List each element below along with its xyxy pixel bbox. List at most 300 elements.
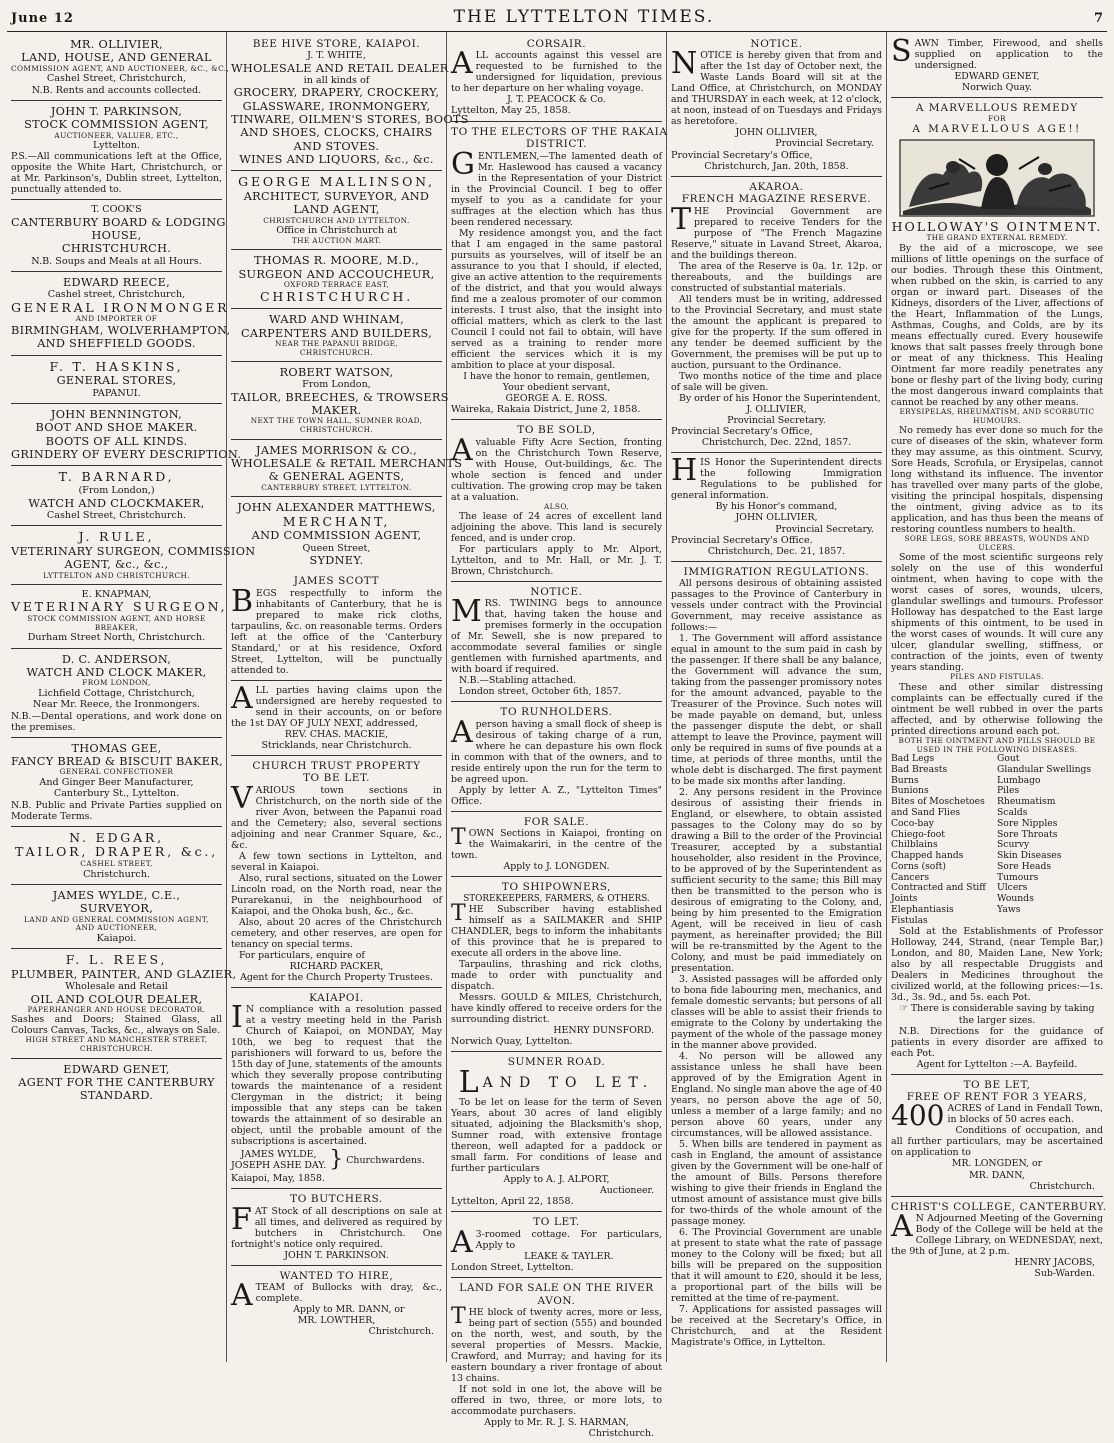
ad-closing: I have the honor to remain, gentlemen, — [463, 370, 650, 382]
ad-office: Provincial Secretary's Office. — [671, 534, 813, 546]
ad-line: Office in Christchurch at — [276, 225, 397, 237]
ad-line: Durham Street North, Christchurch. — [27, 632, 206, 644]
ad-place: Norwich Quay. — [962, 82, 1032, 94]
ad-heading: EDWARD GENET, — [63, 1062, 170, 1076]
ad-line: Sashes and Doors; Stained Glass, all Colours Canvas, Tacks, &c., always on Sale. — [11, 1014, 222, 1037]
disease-list-right — [997, 754, 1103, 926]
ad-section-heading: BOTH THE OINTMENT AND PILLS SHOULD BE USED IN THE FOLLOWING DISEASES. — [898, 735, 1096, 754]
ad-apply: Apply to Mr. R. J. S. HARMAN, — [484, 1416, 629, 1428]
ad-paragraph: 2. Any persons resident in the Province desirous of assisting their friends in England, or elsewhere, to obtain assisted passages to the Colony may do so by drawing a Bill to the order of the Provincial Treasurer, accepted by a substantial householder, also resident in the Province, to be approved of by the Superintendent as sufficient security to the same; this Bill may then be transmitted to the person who is desirous of emigrating to the Colony, and, being by him presented to the Emigration Agent, will be received in lieu of cash payment, as hereinafter provided; the Bill will be re-transmitted by the Agent to the Colony, and must be paid immediately on presentation. — [671, 787, 882, 975]
ad-kaiapoi-vestry — [231, 988, 442, 1189]
ad-superintendent-directs — [671, 453, 882, 562]
ad-paragraph: These and other similar distressing complaints can be effectually cured if the ointment be well rubbed in over the parts affected, and by otherwise following the printed directions around each pot. — [891, 681, 1103, 737]
ad-line: Cashel Street, Christchurch, — [46, 73, 187, 85]
ad-paragraph: All persons desirous of obtaining assisted passages to the Province of Canterbury in vessels under contract with the Provincial Government, may receive assistance as follows:— — [671, 578, 882, 634]
ad-subheading: TO BE LET. — [302, 772, 371, 785]
ad-line: CHRISTCHURCH AND LYTTELTON. — [263, 215, 410, 225]
drop-cap: M — [451, 594, 482, 630]
ad-rakaia-electors — [451, 122, 668, 420]
ad-heading: JAMES MORRISON & CO., — [256, 443, 417, 457]
drop-cap: A — [451, 714, 473, 750]
signatory-name: JAMES WYLDE, — [240, 1149, 317, 1161]
business-card-ad — [11, 101, 222, 201]
disease-item: Contracted and Stiff — [891, 882, 986, 894]
disease-item: Joints — [891, 893, 918, 905]
ad-date: Lyttelton, May 25, 1858. — [451, 105, 571, 117]
ad-line: AND SHOES, CLOCKS, CHAIRS — [240, 126, 433, 140]
ad-signature: REV. CHAS. MACKIE, — [284, 728, 389, 740]
signatory-name: JOSEPH ASHE DAY. — [231, 1160, 327, 1172]
ad-subheading: AVON. — [537, 1294, 576, 1307]
ad-paragraph: Conditions of occupation, and all further particulars, may be ascertained on application to — [891, 1125, 1103, 1159]
ad-line: Lyttelton. — [93, 140, 140, 152]
drop-cap: H — [671, 453, 698, 489]
ad-line: BREAKER, — [94, 622, 139, 632]
ad-line: Queen Street, — [302, 542, 371, 554]
ad-heading: MR. OLLIVIER, — [70, 38, 163, 51]
ad-sawn-timber — [891, 34, 1103, 98]
ad-heading: SUMNER ROAD. — [507, 1056, 606, 1069]
ad-subheading: FREE OF RENT FOR 3 YEARS, — [906, 1091, 1088, 1104]
ad-heading: TO RUNHOLDERS. — [500, 706, 613, 719]
drop-cap: T — [451, 825, 466, 851]
ad-title: HOLLOWAY'S OINTMENT. — [891, 218, 1103, 234]
ad-line: N.B.—Dental operations, and work done on the premises. — [11, 710, 222, 733]
ad-line: From London, — [302, 379, 371, 391]
ad-subheading: STOREKEEPERS, FARMERS, & OTHERS. — [463, 893, 650, 904]
ad-line: Kaiapoi. — [96, 932, 137, 944]
business-card-ad — [11, 949, 237, 1059]
ad-heading: ROBERT WATSON, — [279, 366, 394, 380]
ad-line: ARCHITECT, SURVEYOR, AND — [243, 190, 430, 204]
business-card-ad — [231, 362, 449, 440]
columns — [7, 32, 1107, 1439]
ad-line: Near Mr. Reece, the Ironmongers. — [32, 699, 201, 711]
ad-line: TAILOR, BREECHES, & TROWSERS — [231, 390, 449, 404]
ad-body: TEAM of Bullocks with dray, &c., complete. — [255, 1282, 442, 1305]
ad-office: Provincial Secretary's Office, — [671, 425, 813, 437]
ad-paragraph: To be let on lease for the term of Seven Years, about 30 acres of land eligibly situated, adjoining the Blacksmith's shop, Sumner road, with extensive frontage thereon, well adapted for a paddock or small farm. For conditions of lease and further particulars — [451, 1096, 662, 1174]
ad-kicker: FOR — [988, 113, 1006, 123]
ad-paragraph: No remedy has ever done so much for the cure of diseases of the skin, whatever form they may assume, as this ointment. Scurvy, Sore Heads, Scrofula, or Erysipelas, cannot long withstand its influence. The inventor has travelled over many parts of the globe, visiting the principal hospitals, dispensing the ointment, giving advice as to its application, and has thus been the means of restoring countless numbers to health. — [891, 425, 1103, 536]
ad-line: BOOTS OF ALL KINDS. — [45, 434, 188, 448]
ad-date: Kaiapoi, May, 1858. — [231, 1173, 325, 1185]
ad-line: SYDNEY. — [309, 553, 364, 567]
ad-place: Christchurch. — [588, 1427, 654, 1439]
ad-line: LAND, HOUSE, AND GENERAL — [21, 51, 212, 65]
ad-line: PAPERHANGER AND HOUSE DECORATOR. — [27, 1004, 206, 1014]
ad-line: CARPENTERS AND BUILDERS, — [240, 326, 433, 340]
drop-cap: S — [891, 34, 912, 69]
ad-line: STANDARD. — [79, 1089, 154, 1103]
ad-line: FROM LONDON, — [82, 678, 151, 688]
ad-line: & GENERAL AGENTS, — [268, 470, 405, 484]
ad-heading: BEE HIVE STORE, KAIAPOI. — [252, 38, 421, 50]
page-number: 7 — [1093, 11, 1103, 26]
ad-signature: JOHN OLLIVIER, — [735, 512, 818, 524]
disease-item: Skin Diseases — [997, 850, 1062, 862]
ad-name: MR. LONGDEN, or — [951, 1158, 1043, 1170]
brace-glyph: } — [329, 1147, 344, 1173]
ad-body: LL accounts against this vessel are requested to be furnished to the undersigned for liquidation, previous to her departure on her whaling voyage. — [451, 50, 662, 95]
ad-signature: J. OLLIVIER, — [746, 403, 807, 415]
ad-heading: TO LET. — [533, 1216, 580, 1229]
ad-paragraph: 3. Assisted passages will be afforded only to bona fide labouring men, mechanics, and female domestic servants; but persons of all classes will be able to assist their friends to emigrate to the Colony by undertaking the payment of the whole of the passage money in the manner above provided. — [671, 974, 882, 1052]
ad-heading: CHURCH TRUST PROPERTY — [252, 759, 421, 772]
ad-line: N.B. Rents and accounts collected. — [31, 84, 202, 96]
disease-item: Bunions — [891, 785, 929, 797]
business-card-ad — [231, 309, 442, 362]
ad-heading: TO BUTCHERS. — [290, 1193, 383, 1206]
business-card-ad — [11, 34, 230, 101]
drop-cap: A — [451, 46, 473, 82]
disease-item: Burns — [891, 774, 919, 786]
ad-paragraph: HE Subscriber having established himself as a SAILMAKER and SHIP CHANDLER, begs to inform the inhabitants of this province that he is prepared to execute all orders in the above line. — [451, 904, 662, 960]
drop-cap: A — [891, 1209, 913, 1245]
ad-signature: Apply to J. LONGDEN. — [503, 861, 610, 873]
ad-line: SURVEYOR, — [79, 902, 154, 916]
ad-line: CANTERBURY STREET, LYTTELTON. — [261, 482, 412, 492]
ad-signature: HENRY JACOBS, — [1014, 1257, 1095, 1269]
ad-line: CHRISTCHURCH. — [299, 347, 374, 357]
ad-signature: J. T. PEACOCK & Co. — [507, 94, 606, 106]
ad-line: HIGH STREET AND MANCHESTER STREET, — [25, 1035, 208, 1045]
ad-role: Provincial Secretary. — [775, 523, 874, 535]
ad-body: OWN Sections in Kaiapoi, fronting on the Waimakariri, in the centre of the town. — [451, 828, 662, 862]
signatory-role: Churchwardens. — [346, 1154, 425, 1166]
ad-body: IS Honor the Superintendent directs the following Immigration Regulations to be published for general information. — [671, 457, 882, 502]
ad-heading: WANTED TO HIRE, — [279, 1269, 394, 1282]
ad-for-sale-kaiapoi — [451, 812, 662, 877]
ad-display: AND TO LET. — [482, 1074, 655, 1091]
disease-item: Ulcers — [997, 882, 1028, 894]
ad-line: NEAR THE PAPANUI BRIDGE, — [274, 338, 399, 348]
disease-item: Gout — [997, 753, 1020, 765]
ad-line: And Ginger Beer Manufacturer, — [39, 776, 194, 788]
ad-paragraph: If not sold in one lot, the above will be offered in two, three, or more lots, to accommodate purchasers. — [451, 1383, 662, 1417]
ad-note-text: There is considerable saving by taking the larger sizes. — [910, 1003, 1095, 1026]
ad-heading: NOTICE. — [530, 586, 583, 599]
ad-church-trust — [231, 756, 442, 988]
column-2 — [227, 32, 469, 1362]
ad-line: GENERAL CONFECTIONER — [59, 767, 174, 777]
disease-item: Glandular Swellings — [997, 763, 1092, 775]
ad-james-scott — [231, 571, 442, 680]
ad-heading: CORSAIR. — [526, 38, 587, 50]
ad-role: Sub-Warden. — [1034, 1268, 1095, 1280]
business-card-ad — [11, 526, 256, 585]
drop-cap: G — [451, 146, 475, 182]
ad-line: CHRISTCHURCH. — [299, 425, 374, 435]
ad-paragraph: 7. Applications for assisted passages will be received at the Secretary's Office, in Christchurch, and at the Resident Magistrate's Office, in Lyttelton. — [671, 1304, 882, 1349]
masthead — [7, 7, 1107, 32]
ad-paragraph: 5. When bills are tendered in payment as cash in England, the amount of assistance given by the Government will be one-half of the amount of Bills. Persons therefore wishing to give their friends in England the utmost amount of assistance must give bills for two-thirds of the whole amount of the passage money. — [671, 1139, 882, 1228]
ad-place: London Street, Lyttelton. — [451, 1261, 574, 1273]
ad-heading: TO BE SOLD, — [517, 424, 596, 437]
ad-line: CASHEL STREET, — [80, 859, 153, 869]
ad-line: CHRISTCHURCH. — [260, 288, 413, 304]
ad-line: GRINDERY OF EVERY DESCRIPTION. — [11, 448, 242, 462]
ad-line: THE AUCTION MART. — [291, 235, 382, 245]
ad-line: N.B. Public and Private Parties supplied on Moderate Terms. — [11, 799, 222, 822]
ad-line: PLUMBER, PAINTER, AND GLAZIER, — [11, 967, 237, 981]
business-card-ad — [231, 497, 442, 571]
disease-item: Bad Legs — [891, 753, 935, 765]
ad-signature: JOHN T. PARKINSON. — [284, 1249, 389, 1261]
ad-body: LL parties having claims upon the undersigned are hereby requested to send in their accounts, on or before the 1st DAY OF JULY NEXT, addressed, — [231, 684, 442, 729]
ad-heading: JAMES SCOTT — [293, 575, 380, 588]
disease-item: Coco-bay — [891, 817, 934, 829]
ad-line: CANTERBURY BOARD & LODGING — [11, 215, 226, 229]
disease-item: Sore Nipples — [997, 817, 1058, 829]
disease-item: Chiego-foot — [891, 828, 945, 840]
drop-cap: L — [458, 1064, 479, 1100]
ad-line: in all kinds of — [303, 75, 370, 87]
ad-heading: E. KNAPMAN, — [81, 589, 152, 601]
ad-to-runholders — [451, 702, 662, 811]
ad-heading: THOMAS R. MOORE, M.D., — [253, 254, 419, 268]
ad-heading: NOTICE. — [750, 38, 803, 50]
ad-paragraph: Sold at the Establishments of Professor Holloway, 244, Strand, (near Temple Bar,) London, and 80, Maiden Lane, New York; also by all respectable Druggists and Dealers in Medicines throughout the civilized world, at the following prices:—1s. 3d., 3s. 9d., and 5s. each Pot. — [891, 926, 1103, 1004]
ad-line: Christchurch. — [83, 868, 150, 880]
ad-number: 400 — [891, 1099, 945, 1133]
ad-heading: THOMAS GEE, — [71, 741, 162, 755]
ad-signature: LEAKE & TAYLER. — [524, 1250, 614, 1262]
disease-item: Chilblains — [891, 839, 938, 851]
disease-item: Sore Heads — [997, 860, 1052, 872]
ad-body: AWN Timber, Firewood, and shells supplied on application to the undersigned. — [914, 38, 1103, 71]
business-card-ad — [11, 885, 222, 949]
ad-line: LYTTELTON AND CHRISTCHURCH. — [43, 570, 190, 580]
drop-cap: T — [451, 1303, 466, 1329]
disease-item: Scalds — [997, 807, 1028, 818]
ad-paragraph: HE block of twenty acres, more or less, being part of section (555) and bounded on the north, west, and south, by the several properties of Messrs. Mackie, Crawford, and Murray; and having for its eastern boundary a river frontage of about 13 chains. — [451, 1306, 662, 1384]
ad-line: HOUSE, — [91, 229, 142, 243]
ad-heading: N. EDGAR, — [69, 829, 164, 845]
ad-role: Provincial Secretary. — [727, 414, 826, 426]
disease-item: Yaws — [997, 903, 1021, 915]
ad-date: Lyttelton, April 22, 1858. — [451, 1196, 574, 1208]
ad-line: WATCH AND CLOCK MAKER, — [26, 666, 207, 680]
ad-paragraph: RS. TWINING begs to announce that, having taken the house and premises formerly in the occupation of Mr. Sewell, she is now prepared to accommodate several families or single gentlemen with furnished apartments, and with board if required. — [451, 598, 662, 676]
ad-paragraph: Tarpaulins, thrashing and rick cloths, made to order with punctuality and dispatch. — [451, 959, 662, 993]
ad-line: Lichfield Cottage, Christchurch, — [38, 688, 195, 700]
ad-line: AND SHEFFIELD GOODS. — [37, 337, 196, 351]
ad-line: Wholesale and Retail — [65, 981, 168, 993]
ad-apply: Apply to A. J. ALPORT, — [503, 1173, 610, 1185]
column-3 — [447, 32, 668, 1439]
ad-office: Provincial Secretary's Office, — [671, 149, 813, 161]
ad-closing: Your obedient servant, — [502, 381, 611, 393]
issue-date: June 12 — [11, 11, 74, 26]
column-1 — [7, 32, 256, 1362]
ad-line: LAND AND GENERAL COMMISSION AGENT, — [24, 914, 209, 924]
ad-date: London street, October 6th, 1857. — [459, 686, 622, 698]
ad-heading: FOR SALE. — [523, 815, 590, 828]
drop-cap: B — [231, 583, 254, 619]
column-4 — [667, 32, 887, 1362]
newspaper-page — [7, 7, 1107, 1439]
ad-line: P.S.—All communications left at the Office, opposite the White Hart, Christchurch, or at Mr. Parkinson's, Dublin street, Lyttelton, punctually attended to. — [11, 151, 222, 196]
ad-heading: CHRIST'S COLLEGE, CANTERBURY. — [891, 1200, 1107, 1213]
drop-cap: T — [671, 201, 692, 237]
ad-signature: JOHN OLLIVIER, — [735, 127, 818, 139]
business-card-ad — [231, 250, 442, 309]
disease-item: Rheumatism — [997, 796, 1056, 808]
ad-paragraph: All tenders must be in writing, addressed to the Provincial Secretary, and must state the amount the applicant is prepared to give for the property. If the sum offered in any tender be deemed sufficient by the Government, the premises will be put up to auction, pursuant to the Ordinance. — [671, 293, 882, 371]
disease-item: Elephantiasis — [891, 903, 954, 915]
ad-body: EGS respectfully to inform the inhabitants of Canterbury, that he is prepared to make rick cloths, tarpaulins, &c. on reasonable terms. Orders left at the office of the 'Canterbury Standard,' or at his residence, Oxford Street, Lyttelton, will be punctually attended to. — [231, 587, 442, 676]
ad-heading: F. T. HASKINS, — [49, 358, 184, 374]
business-card-ad — [11, 200, 226, 272]
engraving-illustration-icon — [899, 139, 1095, 217]
ad-immigration-regulations — [671, 562, 882, 1352]
ad-heading: EDWARD REECE, — [62, 276, 171, 290]
ad-line: CHRISTCHURCH. — [79, 1044, 154, 1054]
business-card-ad — [11, 466, 222, 526]
ad-line: WHOLESALE & RETAIL MERCHANTS — [231, 456, 463, 470]
ad-subtitle: THE GRAND EXTERNAL REMEDY. — [926, 233, 1068, 243]
ad-paragraph: valuable Fifty Acre Section, fronting on the Christchurch Town Reserve, with House, Out-buildings, &c. The whole section is fenced and under cultivation. The growing crop may be taken at a valuation. — [451, 436, 662, 503]
ad-holloways-ointment — [891, 98, 1103, 1075]
ad-line: J. T. WHITE, — [307, 50, 366, 62]
ad-to-butchers — [231, 1189, 442, 1265]
ad-line: (From London,) — [78, 485, 155, 497]
ad-to-let-cottage — [451, 1212, 662, 1278]
ad-line: MERCHANT, — [282, 513, 391, 529]
ad-note — [891, 1003, 1103, 1025]
drop-cap: V — [231, 780, 253, 816]
ad-line: VETERINARY SURGEON, — [11, 599, 228, 615]
column-5 — [887, 32, 1107, 1362]
ad-line: NEXT THE TOWN HALL, SUMNER ROAD, — [250, 416, 423, 426]
ad-line: TINWARE, OILMEN'S STORES, BOOTS — [231, 112, 469, 126]
drop-cap: A — [231, 1278, 253, 1314]
ad-paragraph: My residence amongst you, and the fact that I am engaged in the same pastoral pursuits as yourselves, will of itself be an assurance to you that I should, if elected, give an active attention to the requirements of the district, and that you would always find me a zealous promoter of our common interests. I trust also, that the insight into official matters, which as clerk to the last Council I could not fail to obtain, will have served as a training to render more efficient the services which it is my ambition to place at your disposal. — [451, 227, 662, 371]
disease-list-left — [891, 754, 997, 926]
ad-name: MR. DANN, — [969, 1169, 1025, 1181]
ad-line: Cashel street, Christchurch, — [47, 289, 186, 301]
ad-mackie-claims — [231, 681, 442, 756]
ad-body: N Adjourned Meeting of the Governing Body of the College will be held at the College Library, on WEDNESDAY, next, the 9th of June, at 2 p.m. — [891, 1213, 1103, 1258]
ad-line: AND STOVES. — [293, 139, 380, 153]
ad-body: 3-roomed cottage. For particulars, Apply to — [475, 1228, 662, 1251]
ad-signature: RICHARD PACKER, — [289, 960, 384, 972]
ad-line: AND COMMISSION AGENT, — [251, 529, 422, 543]
ad-fendall-town — [891, 1075, 1103, 1197]
ad-heading: F. L. REES, — [65, 952, 168, 968]
ad-paragraph: For particulars, enquire of — [239, 949, 365, 961]
business-card-ad — [11, 649, 222, 738]
ad-body: AT Stock of all descriptions on sale at all times, and delivered as required by butchers in Christchurch. One fortnight's notice only required. — [231, 1205, 442, 1250]
drop-cap: A — [451, 1224, 473, 1260]
ad-body: ACRES of Land in Fendall Town, in blocks of 50 acres each. — [947, 1103, 1103, 1126]
ad-line: AUCTIONEER, VALUER, ETC., — [54, 130, 179, 140]
ad-heading: T. BARNARD, — [58, 469, 175, 485]
disease-item: Fistulas — [891, 914, 928, 926]
ad-paragraph: Also, about 20 acres of the Christchurch cemetery, and other reserves, are open for tenancy on special terms. — [231, 916, 442, 950]
business-card-ad — [231, 440, 463, 498]
ad-line: GLASSWARE, IRONMONGERY, — [242, 99, 431, 113]
disease-item: Scurvy — [997, 839, 1030, 851]
ad-section-heading: SORE LEGS, SORE BREASTS, WOUNDS AND ULCERS. — [904, 534, 1090, 552]
ad-paragraph: By the aid of a microscope, we see millions of little openings on the surface of our bodies. Through these this Ointment, when rubbed on the skin, is carried to any organ or inward part. Diseases of the Kidneys, disorders of the Liver, affections of the Heart, Inflammation of the Lungs, Asthmas, Coughs, and Colds, are by its means effectually cured. Every housewife knows that salt passes freely through bone or meat of any thickness. This Healing Ointment far more readily penetrates any bone or fleshy part of the living body, curing the most dangerous inward complaints that cannot be reached by any other means. — [891, 242, 1103, 408]
ad-line: GROCERY, DRAPERY, CROCKERY, — [233, 86, 440, 100]
column-2-cards — [231, 34, 469, 571]
ad-line: CHRISTCHURCH. — [61, 242, 172, 256]
ad-place: Norwich Quay, Lyttelton. — [451, 1036, 573, 1048]
ad-line: OIL AND COLOUR DEALER, — [30, 992, 203, 1006]
ad-line: STOCK COMMISSION AGENT, AND HORSE — [27, 614, 206, 624]
ad-to-shipowners — [451, 877, 662, 1052]
ad-line: LAND AGENT, — [293, 203, 380, 217]
ad-line: MAKER. — [311, 404, 362, 418]
ad-line: FANCY BREAD & BISCUIT BAKER, — [11, 754, 223, 768]
ad-line: VETERINARY SURGEON, COMMISSION — [11, 544, 256, 558]
ad-role: Provincial Secretary. — [775, 138, 874, 150]
ad-line: GENERAL IRONMONGER — [11, 299, 230, 315]
ad-line: WHOLESALE AND RETAIL DEALER — [231, 61, 449, 75]
disease-item: Chapped hands — [891, 850, 964, 862]
ad-paragraph: Some of the most scientific surgeons rely solely on the use of this wonderful ointment, when having to cope with the worst cases of sores, wounds, ulcers, glandular swellings and tumours. Professor Holloway has despatched to the East large shipments of this ointment, to be used in the worst cases of wounds. It will cure any ulcer, glandular swelling, stiffness, or contraction of the joints, even of twenty years standing. — [891, 552, 1103, 674]
ad-name: MR. LOWTHER, — [297, 1315, 376, 1327]
ad-role: Agent for the Church Property Trustees. — [240, 971, 433, 983]
disease-item: Bites of Moschetoes — [891, 796, 985, 808]
ad-also: ALSO, — [544, 501, 569, 511]
ad-kicker: A MARVELLOUS AGE!! — [912, 123, 1082, 136]
ad-signature: EDWARD GENET, — [954, 71, 1040, 82]
ad-waste-lands-notice — [671, 34, 882, 177]
business-card-ad — [11, 272, 231, 356]
ad-signature: HENRY DUNSFORD. — [553, 1025, 654, 1037]
ad-heading: TO THE ELECTORS OF THE RAKAIA — [451, 125, 668, 138]
disease-item: and Sand Flies — [891, 807, 961, 818]
disease-item: Bad Breasts — [891, 763, 948, 775]
ad-corsair — [451, 34, 662, 122]
ad-paragraph: ARIOUS town sections in Christchurch, on the north side of the river Avon, between the Papanui road and the Cemetery; also, several sections adjoining and near Cranmer Square, &c., &c. — [231, 784, 442, 851]
ad-heading: TO BE LET, — [963, 1078, 1031, 1091]
ad-paragraph: 1. The Government will afford assistance equal in amount to the sum paid in cash by the passenger. If there shall be any balance, the Government will advance the sum, taking from the passenger promissory notes for the amount advanced, payable to the Treasurer of the Province. Such notes will be made payable on demand, but, unless the passenger dispute the debt, or shall attempt to leave the Province, payment will only be required in sums of five pounds at a time, at periods of three months, until the whole debt is discharged. The first payment to be made six months after landing. — [671, 633, 882, 788]
business-card-ad — [11, 404, 242, 466]
ad-line: N.B. Soups and Meals at all Hours. — [31, 255, 202, 267]
ad-place: Christchurch. — [368, 1326, 434, 1338]
ad-date: Christchurch, Jan. 20th, 1858. — [704, 160, 849, 172]
ad-body: N compliance with a resolution passed at a vestry meeting held in the Parish Church of Kaiapoi, on MONDAY, May 10th, we beg to request that the parishioners will forward to us, before the 15th day of June, statements of the amounts which they severally propose contributing towards the maintenance of a resident Clergyman in the district; it being impossible that any steps can be taken towards the attainment of so desirable an object, until the probable amount of the subscriptions is ascertained. — [231, 1004, 442, 1148]
drop-cap: I — [231, 1000, 243, 1036]
ad-kicker: A MARVELLOUS REMEDY — [915, 102, 1079, 115]
ad-section-heading: PILES AND FISTULAS. — [950, 672, 1044, 682]
drop-cap: A — [451, 432, 473, 468]
ad-agent: Agent for Lyttelton :—A. Bayfeild. — [916, 1058, 1078, 1070]
ad-line: Canterbury St., Lyttelton. — [53, 788, 180, 800]
ad-paragraph: By order of his Honor the Superintendent, — [679, 392, 881, 404]
paper-title: THE LYTTELTON TIMES. — [453, 7, 715, 27]
ad-heading: T. COOK'S — [91, 204, 142, 216]
ad-paragraph: person having a small flock of sheep is desirous of taking charge of a run, where he can depasture his own flock in common with that of the owners, and to reside entirely upon the run for the term to be agreed upon. — [451, 718, 662, 785]
ad-subheading: FRENCH MAGAZINE RESERVE. — [681, 193, 872, 206]
ad-paragraph: 6. The Provincial Government are unable at present to state what the rate of passage money to the Colony will be fixed; but all bills will be prepared on the supposition that it will amount to £20, should it be less, a proportional part of the bills will be remitted at the time of re-payment. — [671, 1227, 882, 1305]
disease-item: Piles — [997, 785, 1020, 797]
ad-twining-notice — [451, 582, 662, 702]
ad-paragraph: N.B. Directions for the guidance of patients in every disorder are affixed to each Pot. — [891, 1025, 1103, 1059]
ad-paragraph: A few town sections in Lyttelton, and several in Kaiapoi. — [231, 850, 442, 873]
disease-list — [891, 754, 1103, 926]
disease-item: Sore Throats — [997, 828, 1058, 840]
ad-date: Christchurch, Dec. 21, 1857. — [707, 545, 846, 557]
ad-subheading: DISTRICT. — [525, 138, 588, 151]
ad-christs-college — [891, 1197, 1107, 1284]
ad-paragraph: HE Provincial Government are prepared to receive Tenders for the purpose of "The French Magazine Reserve," situate in Lavand Street, Akaroa, and the buildings thereon. — [671, 205, 882, 261]
